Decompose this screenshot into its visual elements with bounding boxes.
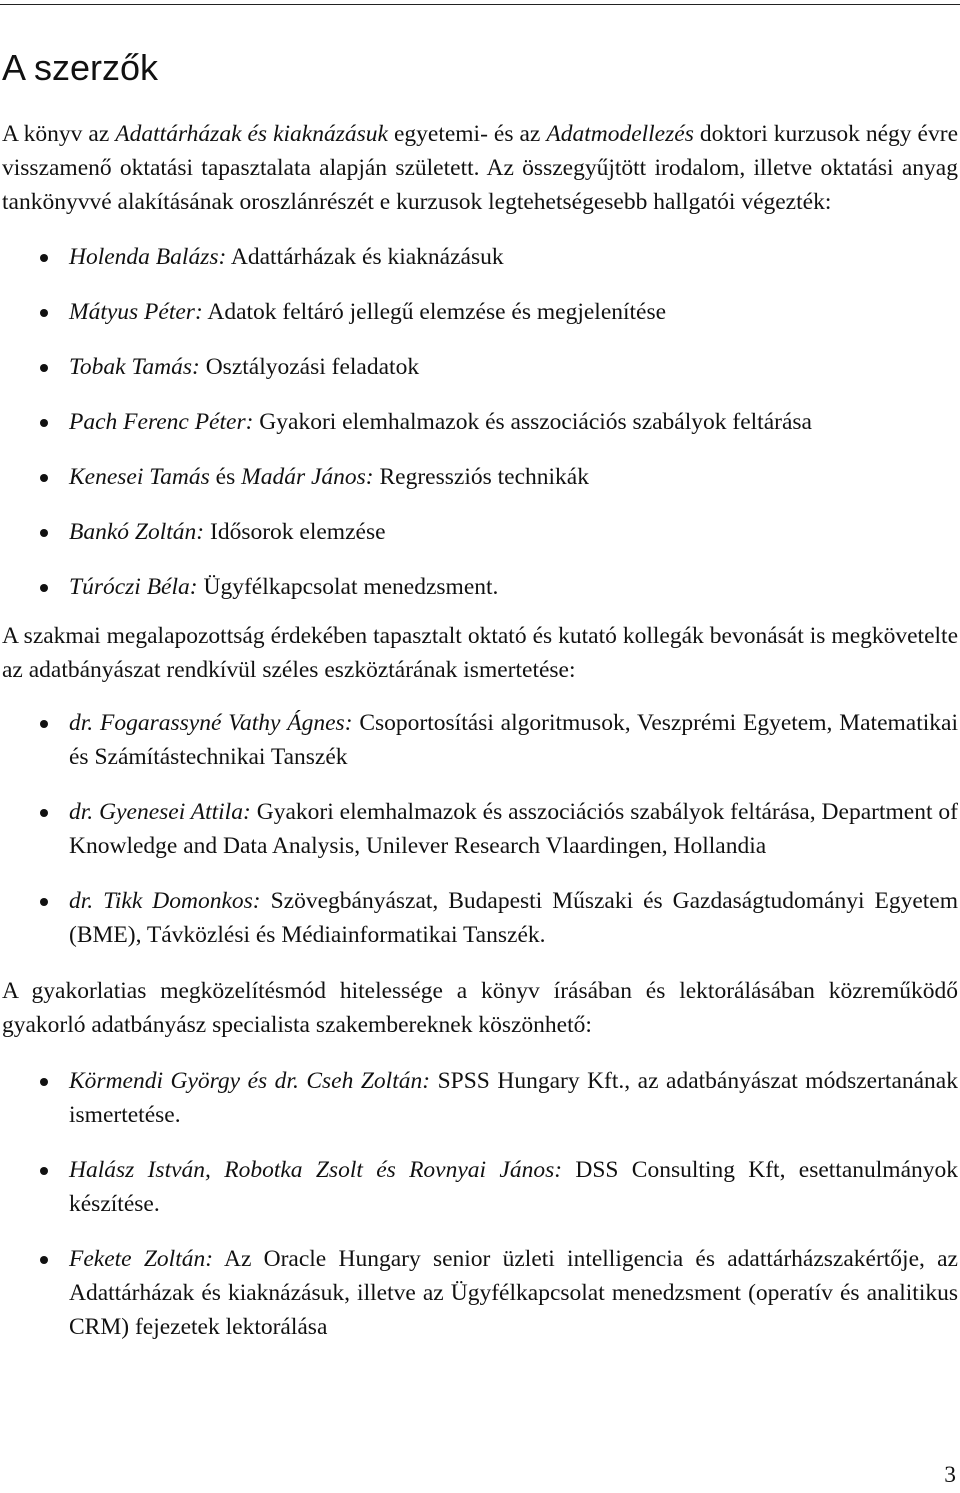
list-item [2,240,958,274]
list-item [2,405,958,439]
reviewer-name: dr. Tikk Domonkos: [69,888,261,914]
reviewer-text: Csoportosítási algoritmusok, Veszprémi Egyetem, Matematikai és Számítástechnikai Tanszék [69,710,958,770]
practitioner-text: SPSS Hungary Kft., az adatbányászat módszertanának ismertetése. [69,1068,958,1128]
author-topic: Osztályozási feladatok [199,354,420,380]
practitioner-name: Körmendi György és dr. Cseh Zoltán: [69,1068,431,1094]
practitioner-name: Halász István, Robotka Zsolt és Rovnyai János: [69,1157,563,1183]
author-topic: Adatok feltáró jellegű elemzése és megjelenítése [202,299,667,325]
author-name: Bankó Zoltán: [69,519,205,545]
list-item [2,350,958,384]
author-name: Tobak Tamás: [69,354,200,380]
practitioner-name: Fekete Zoltán: [69,1246,214,1272]
practitioners-paragraph: A gyakorlatias megközelítésmód hitelessége a könyv írásában és lektorálásában közreműködő gyakorló adatbányász specialista szakembereknek köszönhető: [2,978,958,1038]
author-name: Kenesei Tamás [69,464,210,490]
author-name: Pach Ferenc Péter: [69,409,254,435]
practitioner-text: DSS Consulting Kft, esettanulmányok készítése. [69,1157,959,1217]
list-item [2,1153,958,1221]
reviewer-text: Gyakori elemhalmazok és asszociációs szabályok feltárása, Department of Knowledge and Data Analysis, Unilever Research Vlaardingen, Hollandia [69,799,958,859]
author-topic: Idősorok elemzése [204,519,386,545]
list-item [2,515,958,549]
intro-text-2: egyetemi- és az [387,121,547,147]
author-name: Mátyus Péter: [69,299,203,325]
document-body [2,117,958,1344]
author-name: Túróczi Béla: [69,574,198,600]
author-joiner: és [209,464,242,490]
practitioner-text: Az Oracle Hungary senior üzleti intelligencia és adattárházszakértője, az Adattárházak és kiaknázásuk, illetve az Ügyfélkapcsolat menedzsment (operatív és analitikus CRM) fejezetek lektorálása [69,1246,958,1340]
list-item [2,795,958,863]
intro-text-3: doktori kurzusok négy évre visszamenő oktatási tapasztalata alapján született. Az összegyűjtött irodalom, illetve oktatási anyag tankönyvvé alakításának oroszlánrészét e kurzusok legtehetségesebb hallgatói végezték: [2,121,958,215]
reviewer-text: Szövegbányászat, Budapesti Műszaki és Gazdaságtudományi Egyetem (BME), Távközlési és Médiainformatikai Tanszék. [69,888,958,948]
list-item [2,295,958,329]
header-rule [0,4,960,5]
list-item [2,460,958,494]
author-topic: Gyakori elemhalmazok és asszociációs szabályok feltárása [253,409,812,435]
intro-paragraph [2,117,958,219]
course-title-1: Adattárházak és kiaknázásuk [115,121,388,147]
list-item [2,884,958,952]
reviewer-name: dr. Gyenesei Attila: [69,799,251,825]
list-item [2,1242,958,1344]
author-name: Madár János: [241,464,374,490]
page-number: 3 [944,1462,956,1488]
section-title: A szerzők [2,47,159,88]
reviewer-name: dr. Fogarassyné Vathy Ágnes: [69,710,353,736]
reviewers-paragraph: A szakmai megalapozottság érdekében tapasztalt oktató és kutató kollegák bevonását is megkövetelte az adatbányászat rendkívül széles eszköztárának ismertetése: [2,623,958,683]
author-name: Holenda Balázs: [69,244,227,270]
list-item [2,570,958,604]
list-item [2,706,958,774]
author-topic: Adattárházak és kiaknázásuk [226,244,504,270]
list-item [2,1064,958,1132]
authors-list [2,240,958,604]
author-topic: Ügyfélkapcsolat menedzsment. [197,574,499,600]
course-title-2: Adatmodellezés [546,121,694,147]
author-topic: Regressziós technikák [373,464,589,490]
reviewers-list [2,706,958,952]
practitioners-list [2,1064,958,1344]
intro-text-1: A könyv az [2,121,116,147]
